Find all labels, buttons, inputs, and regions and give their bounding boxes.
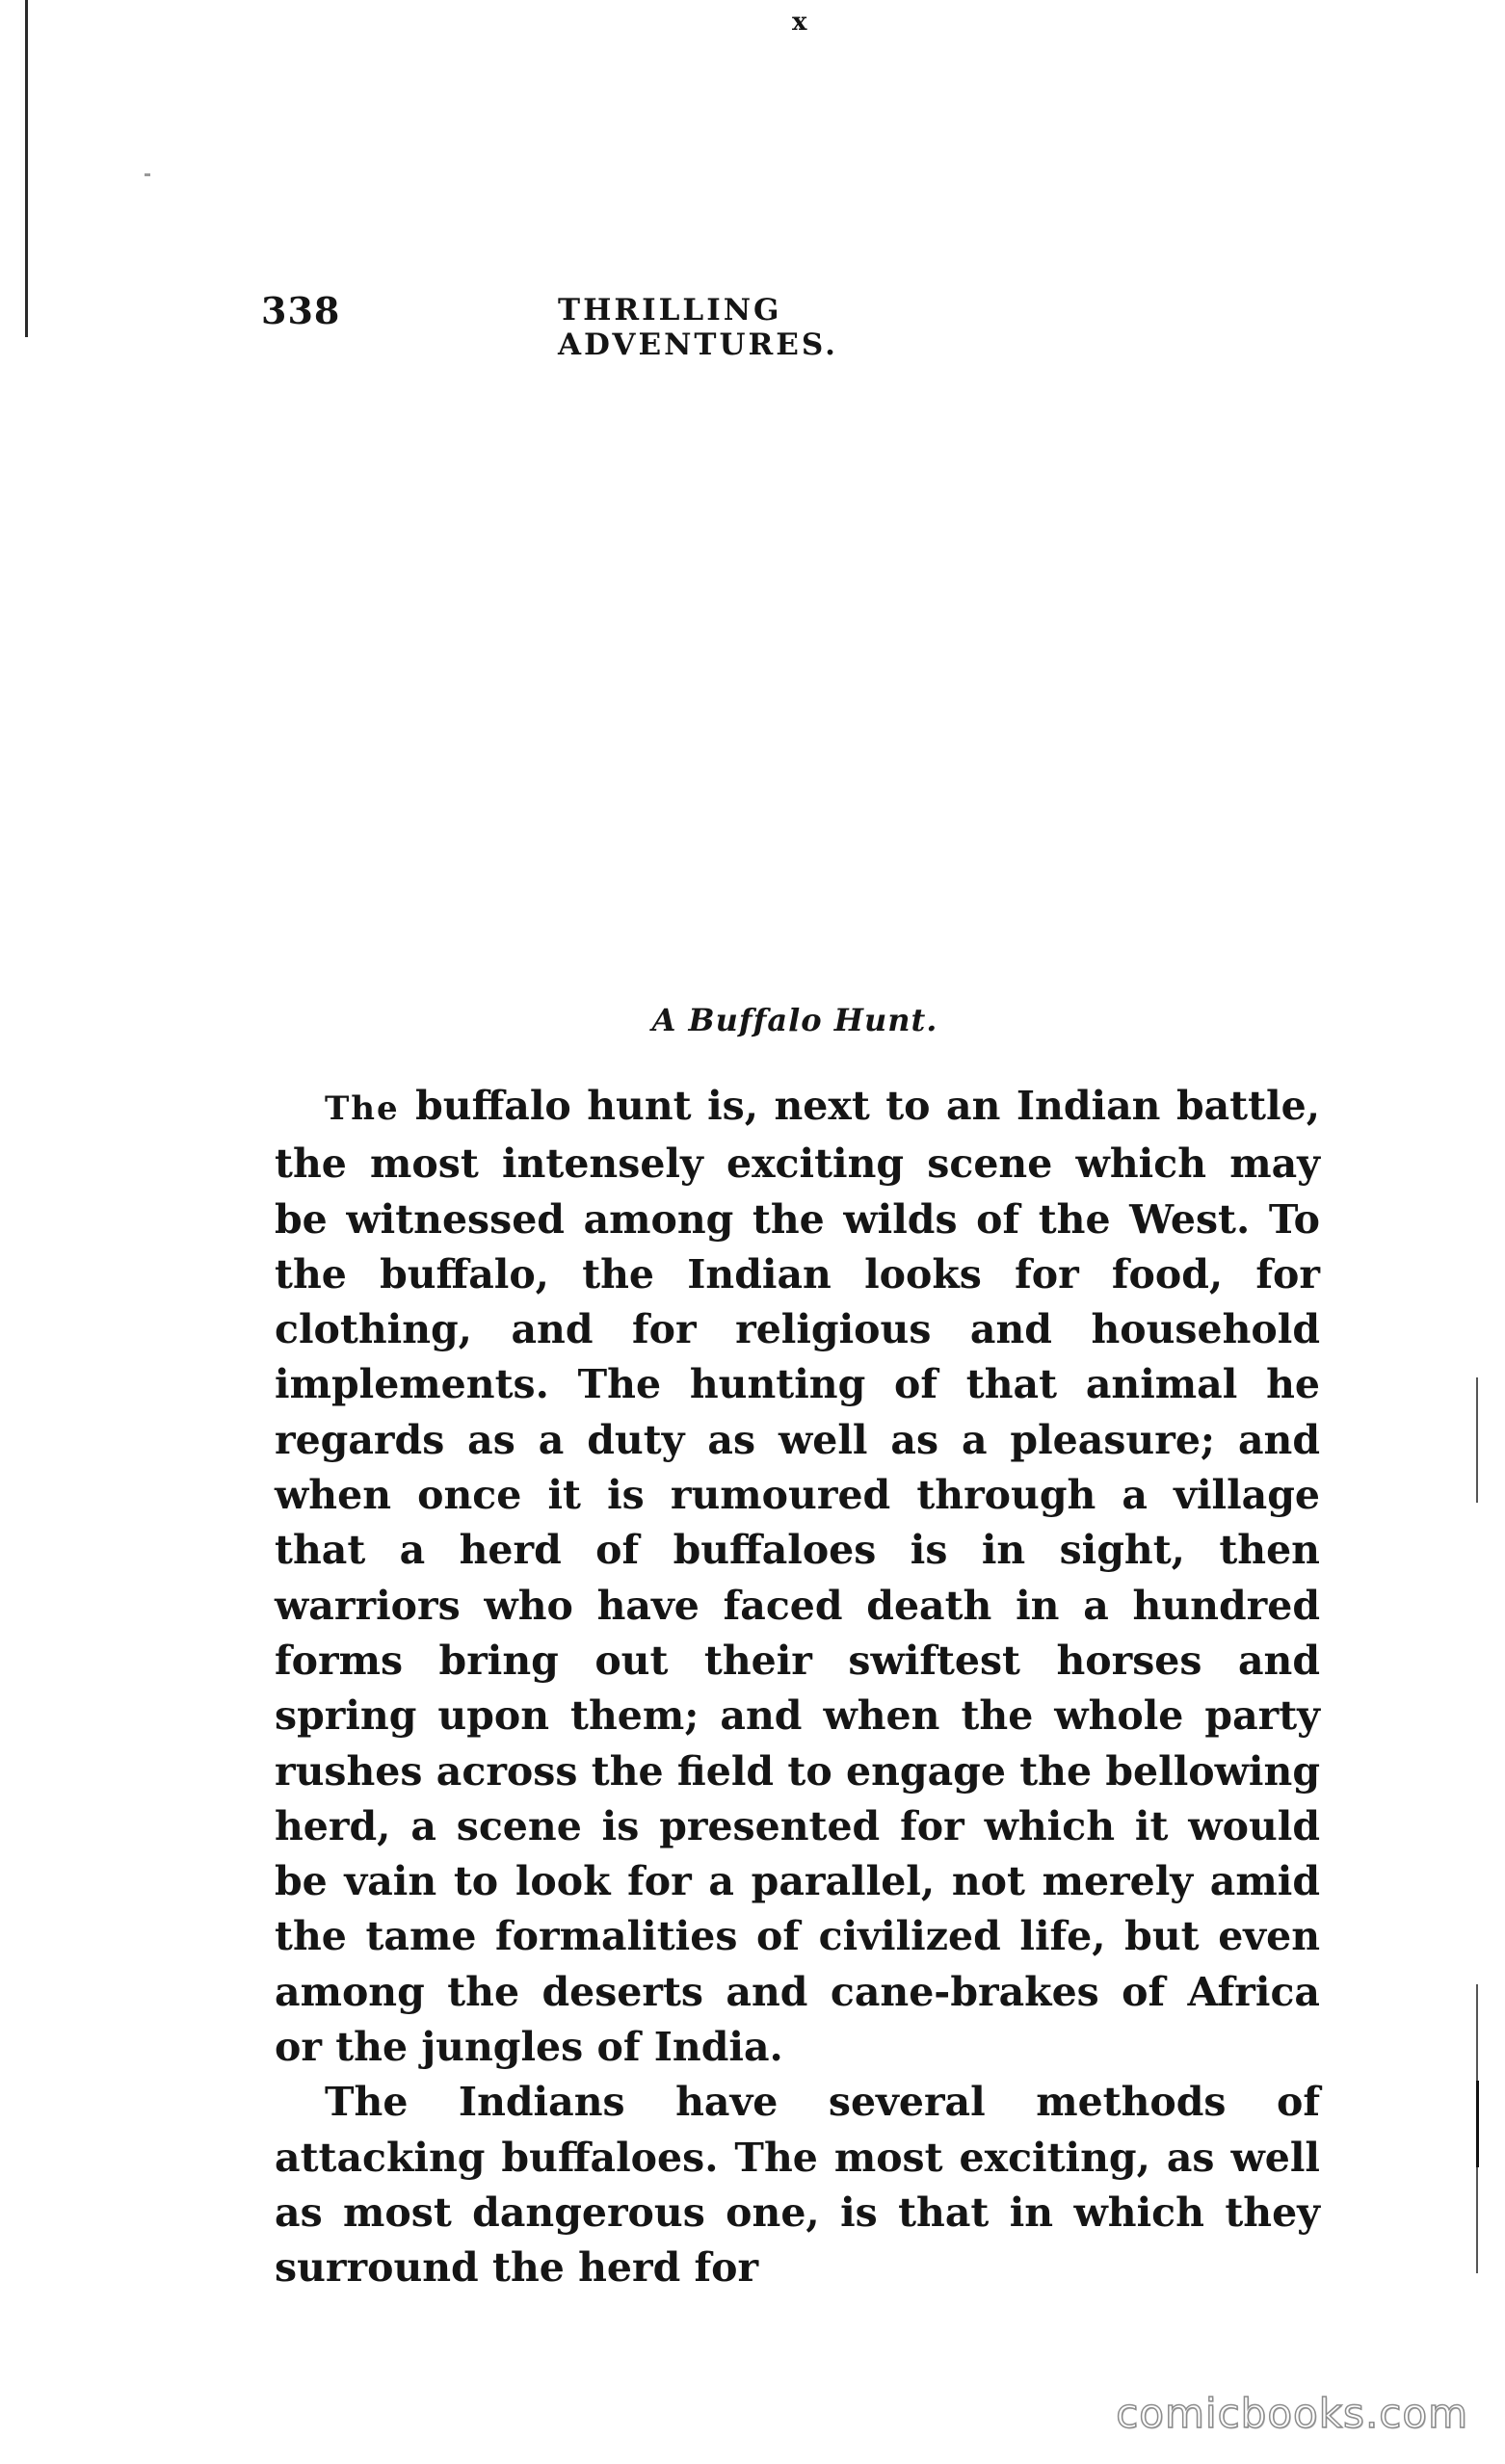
section-title: A Buffalo Hunt. <box>651 1002 938 1038</box>
page-edge-left <box>25 0 28 337</box>
watermark: comicbooks.com <box>1116 2390 1468 2437</box>
page-header <box>261 289 1053 362</box>
page-edge-right <box>1476 1377 1478 1503</box>
running-head: THRILLING ADVENTURES. <box>558 293 838 362</box>
paragraph-text: buffalo hunt is, next to an Indian battle, the most intensely exciting scene which may be witnessed among the wilds of the West. To the buffalo, the Indian looks for food, for clothing, and for religious and household implements. The hunting of that animal he regards as a duty as well as a pleasure; and when once it is rumoured through a village that a herd of buffaloes is in sight, then warriors who have faced death in a hundred forms bring out their swiftest horses and spring upon them; and when the whole party rushes across the field to engage the bellowing herd, a scene is presented for which it would be vain to look for a parallel, not merely amid the tame formalities of civilized life, but even among the deserts and cane-brakes of Africa or the jungles of India. <box>275 1083 1320 2071</box>
top-mark: x <box>792 8 807 37</box>
scan-speck <box>145 173 150 176</box>
paragraph: The Indians have several methods of attacking buffaloes. The most exciting, as well as most dangerous one, is that in which they surround the herd for <box>275 2079 1320 2292</box>
paragraph <box>275 1079 1320 2075</box>
paragraph-lead: The <box>325 1089 400 1128</box>
body-text <box>275 1079 1320 2296</box>
page-edge-right <box>1476 2081 1479 2167</box>
page-number: 338 <box>261 289 341 332</box>
